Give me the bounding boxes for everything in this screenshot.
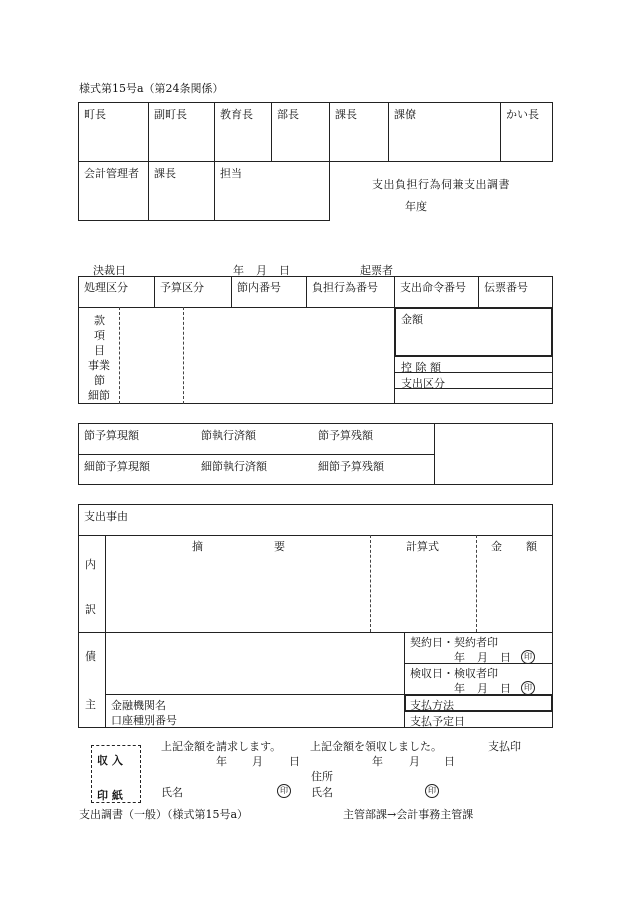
inspection-seal-icon: 印 (521, 680, 535, 695)
budget-moku: 目 (94, 344, 105, 357)
budget-kou: 項 (94, 329, 105, 342)
detail-header-gaku: 額 (526, 540, 537, 553)
subsection-budget-executed: 細節執行済額 (201, 460, 267, 473)
footer-form-name: 支出調書（一般）（様式第15号a） (79, 808, 249, 821)
inspection-month: 月 (477, 682, 488, 695)
contract-seal-icon: 印 (521, 649, 535, 664)
amount-label: 金額 (401, 313, 423, 326)
contract-day: 日 (500, 651, 511, 664)
detail-header-you: 要 (274, 540, 285, 553)
approval-section-chief-2: 課長 (154, 167, 176, 180)
claim-day: 日 (289, 755, 300, 768)
footer-routing: 主管部課→会計事務主管課 (343, 808, 474, 821)
budget-kan: 款 (94, 314, 105, 327)
approval-accounting-manager: 会計管理者 (84, 167, 139, 180)
recipient-name-label: 氏名 (311, 786, 333, 799)
payment-date-label: 支払予定日 (410, 715, 465, 728)
contract-month: 月 (477, 651, 488, 664)
recipient-seal-icon: 印 (425, 783, 439, 798)
received-text: 上記金額を領収しました。 (310, 740, 442, 753)
detail-header-kin: 金 (491, 540, 502, 553)
contract-date-label: 契約日・契約者印 (410, 636, 498, 649)
approval-person-in-charge: 担当 (220, 167, 242, 180)
approval-director: 部長 (277, 108, 299, 121)
approval-kai-chief: かい長 (506, 108, 539, 121)
contract-year: 年 (454, 651, 465, 664)
header-payment-order-number: 支出命令番号 (400, 281, 466, 294)
inspection-day: 日 (500, 682, 511, 695)
detail-header-teki: 摘 (192, 540, 203, 553)
bank-name-label: 金融機関名 (111, 699, 166, 712)
drafter-label: 起票者 (360, 264, 393, 277)
account-type-number-label: 口座種別番号 (111, 714, 177, 727)
decision-date-month: 月 (256, 264, 267, 277)
deduction-label: 控 除 額 (401, 361, 441, 374)
claim-month: 月 (252, 755, 263, 768)
claim-text: 上記金額を請求します。 (161, 740, 282, 753)
receipt-month: 月 (409, 755, 420, 768)
detail-header-formula: 計算式 (406, 540, 439, 553)
decision-date-day: 日 (279, 264, 290, 277)
header-processing-class: 処理区分 (84, 281, 128, 294)
claimant-name-label: 氏名 (161, 786, 183, 799)
address-label: 住所 (311, 770, 333, 783)
inspection-date-label: 検収日・検収者印 (410, 667, 498, 680)
detail-side-uchi: 内 (85, 558, 96, 571)
approval-superintendent: 教育長 (220, 108, 253, 121)
creditor-side-nushi: 主 (85, 698, 96, 711)
payment-seal-label: 支払印 (488, 740, 521, 753)
receipt-day: 日 (444, 755, 455, 768)
header-budget-class: 予算区分 (160, 281, 204, 294)
claim-year: 年 (216, 755, 227, 768)
approval-section-chief: 課長 (335, 108, 357, 121)
creditor-side-sai: 債 (85, 650, 96, 663)
budget-saisetsu: 細節 (88, 389, 110, 402)
header-obligation-number: 負担行為番号 (312, 281, 378, 294)
decision-date-year: 年 (233, 264, 244, 277)
approval-mayor: 町長 (84, 108, 106, 121)
header-voucher-number: 伝票番号 (484, 281, 528, 294)
expense-class-label: 支出区分 (401, 377, 445, 390)
decision-date-label: 決裁日 (93, 264, 126, 277)
approval-vice-mayor: 副町長 (154, 108, 187, 121)
expense-reason-label: 支出事由 (84, 510, 128, 523)
budget-setsu: 節 (94, 374, 105, 387)
header-section-number: 節内番号 (237, 281, 281, 294)
fiscal-year-label: 年度 (405, 200, 427, 213)
revenue-stamp-top: 収 入 (97, 754, 123, 767)
receipt-year: 年 (372, 755, 383, 768)
budget-project: 事業 (88, 359, 110, 372)
revenue-stamp-bottom: 印 紙 (97, 789, 123, 802)
approval-section-staff: 課僚 (394, 108, 416, 121)
detail-side-wake: 訳 (85, 603, 96, 616)
form-title: 様式第15号a（第24条関係） (79, 82, 224, 95)
inspection-year: 年 (454, 682, 465, 695)
payment-method-label: 支払方法 (410, 699, 454, 712)
document-title: 支出負担行為伺兼支出調書 (372, 178, 510, 191)
section-budget-current: 節予算現額 (84, 429, 139, 442)
section-budget-executed: 節執行済額 (201, 429, 256, 442)
claimant-seal-icon: 印 (277, 783, 291, 798)
section-budget-remaining: 節予算残額 (318, 429, 373, 442)
subsection-budget-remaining: 細節予算残額 (318, 460, 384, 473)
subsection-budget-current: 細節予算現額 (84, 460, 150, 473)
